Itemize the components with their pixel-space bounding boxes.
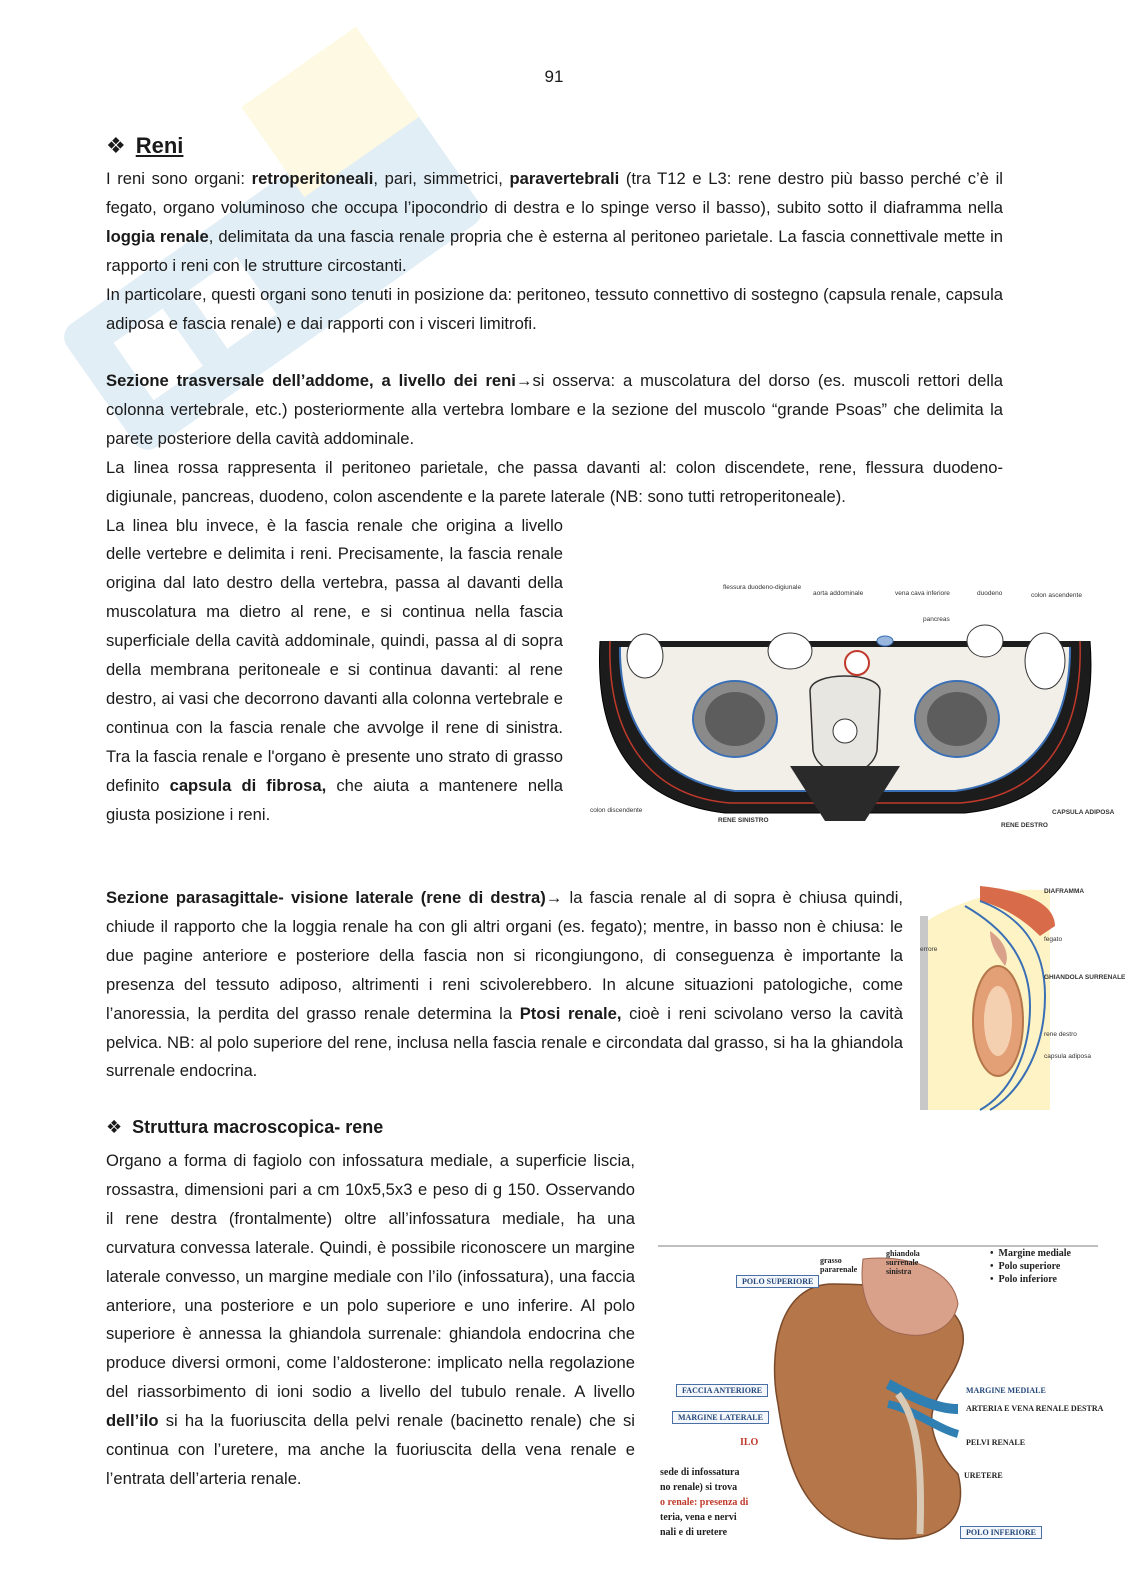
label-ghiandola-surrenale: GHIANDOLA SURRENALE [1044, 974, 1125, 981]
label-capsula-adiposa: CAPSULA ADIPOSA [1052, 809, 1115, 816]
text-run: (tra T12 e L3: rene destro più basso perché c’è il fegato, organo voluminoso che occupa l’ipocondrio di destra e lo spinge verso il basso), subito sotto il diaframma nella [106, 169, 1003, 217]
label-colon-ascendente: colon ascendente [1031, 592, 1082, 599]
bold-term: Sezione parasagittale- visione laterale (rene di destra) [106, 888, 546, 907]
label-grasso-pararenale: grasso pararenale [820, 1256, 858, 1274]
label-diaframma: DIAFRAMMA [1044, 888, 1085, 895]
section-title-2: Struttura macroscopica- rene [132, 1117, 384, 1137]
label-uretere: URETERE [964, 1471, 1003, 1480]
bold-term: paravertebrali [509, 169, 620, 188]
text-run: Organo a forma di fagiolo con infossatura mediale, a superficie liscia, rossastra, dimensioni pari a cm 10x5,5x3 e peso di g 150. Osservando il rene destra (frontalmente) oltre all’infossatura mediale, ha una curvatura convessa laterale. Quindi, è possibile riconoscere un margine laterale convesso, un margine mediale con l’ilo (infossatura), una faccia anteriore, una posteriore e un polo superiore e uno inferire. Al polo superiore è annessa la ghiandola surrenale: ghiandola endocrina che produce diversi ormoni, come l’aldosterone: implicato nella regolazione del riassorbimento di ioni sodio a livello del tubulo renale. A livello [106, 1151, 635, 1402]
transverse-paragraph-2: La linea rossa rappresenta il peritoneo parietale, che passa davanti al: colon discendete, rene, flessura duodeno-digiunale, pancreas, duodeno, colon ascendente e la parete laterale (NB: sono tutti retroperitoneale). [106, 457, 1003, 506]
label-rene-destro-sag: rene destro [1044, 1031, 1077, 1038]
ilo-caption-line: sede di infossatura [660, 1467, 740, 1478]
parasagittal-block [106, 884, 903, 1086]
section-heading-struttura [106, 1117, 383, 1138]
label-polo-inferiore: POLO INFERIORE [960, 1526, 1042, 1539]
ilo-caption-line: no renale) si trova [660, 1482, 738, 1493]
label-colon-discendente: colon discendente [590, 807, 643, 814]
ilo-caption-line: o renale: presenza di [660, 1497, 749, 1508]
label-rene-sinistro: RENE SINISTRO [718, 817, 769, 824]
label-duodeno: duodeno [977, 590, 1003, 597]
bold-term: Sezione trasversale dell’addome, a livello dei reni [106, 371, 516, 390]
label-margine-laterale: MARGINE LATERALE [672, 1411, 769, 1424]
label-arteria-vena: ARTERIA E VENA RENALE DESTRA [966, 1404, 1104, 1413]
section-title: Reni [135, 133, 184, 158]
parasagittal-paragraph [106, 884, 903, 1086]
label-errore: errore [920, 946, 938, 953]
legend-item-label: Margine mediale [998, 1248, 1071, 1259]
bold-term: Ptosi renale, [519, 1003, 622, 1023]
label-rene-destro: RENE DESTRO [1001, 822, 1048, 829]
label-vena-cava: vena cava inferiore [895, 590, 950, 597]
kidney-legend [990, 1247, 1071, 1286]
text-run: I reni sono organi: [106, 169, 252, 188]
label-ghiandola-sinistra: ghiandola surrenale sinistra [886, 1249, 920, 1276]
ilo-caption [660, 1465, 748, 1540]
bold-term: retroperitoneali [251, 169, 374, 188]
label-faccia-anteriore: FACCIA ANTERIORE [676, 1384, 768, 1397]
legend-item: • Polo superiore [990, 1261, 1061, 1272]
diamond-bullet-icon: ❖ [106, 133, 126, 158]
ilo-caption-line: nali e di uretere [660, 1527, 728, 1538]
figure-transverse-section [585, 581, 1115, 831]
section-heading-reni [106, 133, 183, 159]
intro-paragraph-2: In particolare, questi organi sono tenuti in posizione da: peritoneo, tessuto connettivo di sostegno (capsula renale, capsula adiposa e fascia renale) e dai rapporti con i visceri limitrofi. [106, 284, 1003, 333]
intro-paragraph-1 [106, 165, 1003, 281]
label-fegato: fegato [1044, 936, 1063, 943]
figure-parasagittal-section [920, 886, 1125, 1110]
label-flessura: flessura duodeno-digiunale [723, 584, 802, 591]
label-polo-superiore: POLO SUPERIORE [736, 1275, 819, 1288]
legend-item: • Polo inferiore [990, 1274, 1057, 1285]
text-run: la fascia renale al di sopra è chiusa quindi, chiude il rapporto che la loggia renale ha con gli altri organi (es. fegato); mentre, in basso non è chiusa: le due pagine anteriore e posteriore della fascia non si ricongiungono, di conseguenza è importante la presenza del tessuto adiposo, altrimenti i reni scivolerebbero. In alcune situazioni patologiche, come l’anoressia, la perdita del grasso renale determina la [106, 888, 903, 1023]
bold-term: → [545, 888, 563, 907]
figure-kidney-macroscopic [658, 1244, 1108, 1544]
diamond-bullet-icon: ❖ [106, 1117, 123, 1137]
legend-item-label: Polo superiore [998, 1261, 1061, 1272]
bold-term: loggia renale [106, 226, 209, 246]
struttura-paragraph-text [106, 1151, 635, 1488]
label-ilo: ILO [740, 1437, 759, 1448]
text-run: , delimitata da una fascia renale propria che è esterna al peritoneo parietale. La fascia connettivale mette in rapporto i reni con le strutture circostanti. [106, 226, 1004, 275]
text-run: si ha la fuoriuscita della pelvi renale (bacinetto renale) che si continua con l’uretere, ma anche la fuoriuscita della vena renale e l’entrata dell’arteria renale. [106, 1411, 635, 1488]
label-margine-mediale: MARGINE MEDIALE [966, 1386, 1046, 1395]
bold-term: capsula di fibrosa, [169, 775, 327, 795]
label-capsula-adiposa-sag: capsula adiposa [1044, 1053, 1091, 1060]
intro-block [106, 165, 1003, 338]
label-pancreas: pancreas [923, 616, 950, 623]
ilo-caption-line: teria, vena e nervi [660, 1512, 737, 1523]
page-number: 91 [544, 67, 564, 86]
text-run: La linea blu invece, è la fascia renale che origina a livello delle vertebre e delimita i reni. Precisamente, la fascia renale origina dal lato destro della vertebra, passa al davanti della muscolatura ma dietro al rene, e si continua nella fascia superficiale della cavità addominale, quindi, passa al di sopra della membrana peritoneale e si continua davanti: al rene destro, ai vasi che decorrono davanti alla colonna vertebrale e continua con la fascia renale che avvolge il rene di sinistra. Tra la fascia renale e l'organo è presente uno strato di grasso definito [106, 515, 563, 795]
legend-item: • Margine mediale [990, 1248, 1071, 1259]
bold-term: dell’ilo [106, 1411, 159, 1431]
transverse-paragraph-3-text [106, 516, 563, 824]
text-run: , pari, simmetrici, [373, 169, 510, 188]
label-pelvi-renale: PELVI RENALE [966, 1438, 1026, 1447]
legend-item-label: Polo inferiore [998, 1274, 1057, 1285]
transverse-paragraph-1 [106, 367, 1003, 454]
label-aorta: aorta addominale [813, 590, 864, 597]
text-run: si osserva: a muscolatura del dorso (es. muscoli rettori della colonna vertebrale, etc.) posteriormente alla vertebra lombare e la sezione del muscolo “grande Psoas” che delimita la parete posteriore della cavità addominale. [106, 371, 1003, 448]
text-run: cioè i reni scivolano verso la cavità pelvica. NB: al polo superiore del rene, inclusa nella fascia renale e circondata dal grasso, si ha la ghiandola surrenale endocrina. [106, 1003, 903, 1081]
text-run: che aiuta a mantenere nella giusta posizione i reni. [106, 775, 563, 824]
transverse-section-illustration [585, 581, 1108, 831]
parasagittal-illustration [920, 886, 1116, 1110]
bold-term: → [515, 371, 533, 390]
